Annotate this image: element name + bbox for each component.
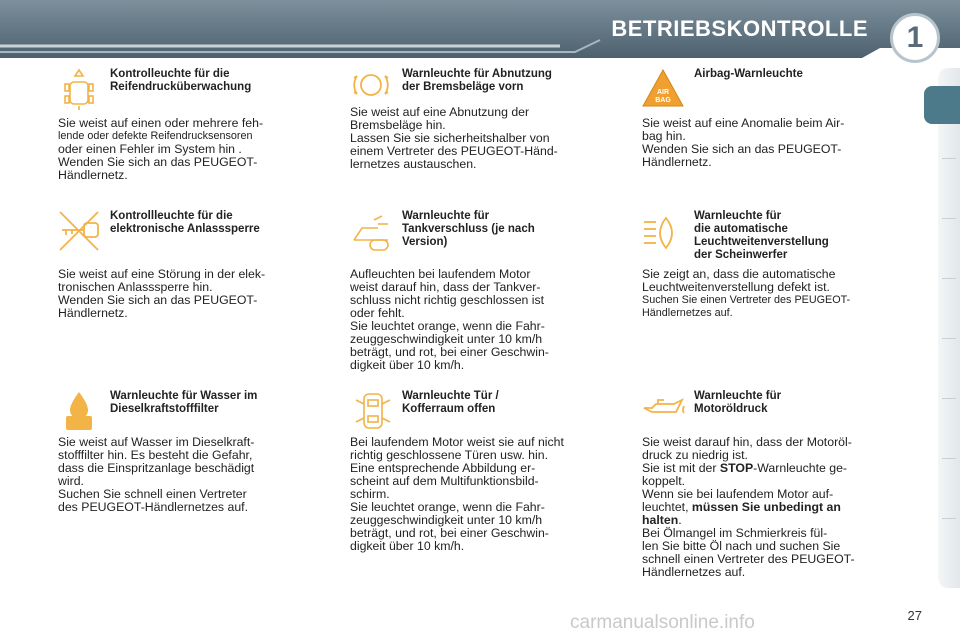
chapter-number-badge: 1: [890, 13, 940, 63]
section-body: Sie weist auf eine Anomalie beim Air- bag hin. Wenden Sie sich an das PEUGEOT- Händlernetz.: [642, 116, 845, 169]
tab-strip: [938, 68, 960, 588]
tab-divider: [942, 458, 956, 459]
tab-divider: [942, 278, 956, 279]
section-body: Aufleuchten bei laufendem Motor weist darauf hin, dass der Tankver- schluss nicht richtig geschlossen ist oder fehlt. Sie leuchtet orange, wenn die Fahr- zeuggeschwindigkeit unter 10 km/h beträgt, und rot, bei einer Geschwin- digkeit über 10 km/h.: [350, 267, 549, 372]
section-heading: Warnleuchte für die automatische Leuchtweitenverstellung der Scheinwerfer: [694, 210, 829, 261]
section-body: Sie weist auf einen oder mehrere feh- lende oder defekte Reifendrucksensoren oder einen Fehler im System hin . Wenden Sie sich an das PEUGEOT- Händlernetz.: [58, 116, 264, 182]
section-heading: Kontrolleuchte für die Reifendrucküberwachung: [110, 68, 252, 93]
svg-text:AIR: AIR: [656, 89, 670, 96]
tab-divider: [942, 218, 956, 219]
section-heading: Warnleuchte für Abnutzung der Bremsbeläge vorn: [402, 68, 552, 93]
section-heading: Airbag-Warnleuchte: [694, 68, 803, 80]
section-heading: Warnleuchte Tür / Kofferraum offen: [402, 390, 499, 415]
section-body: Sie weist auf Wasser im Dieselkraft- stofffilter hin. Es besteht die Gefahr, dass die Einspritzanlage beschädigt wird. Suchen Sie schnell einen Vertreter des PEUGEOT-Händlernetzes auf.: [58, 435, 255, 514]
tab-divider: [942, 518, 956, 519]
water-in-diesel-filter-icon: [56, 388, 102, 434]
tire-pressure-icon: [56, 66, 102, 112]
section-heading: Warnleuchte für Tankverschluss (je nach Version): [402, 210, 535, 248]
airbag-warning-icon: [640, 66, 686, 112]
section-heading: Warnleuchte für Motoröldruck: [694, 390, 782, 415]
tab-divider: [942, 158, 956, 159]
tab-divider: [942, 338, 956, 339]
chapter-tabs[interactable]: [932, 68, 960, 588]
oil-pressure-icon: [640, 384, 686, 430]
section-heading: Kontrollleuchte für die elektronische Anlasssperre: [110, 210, 260, 235]
section-heading: Warnleuchte für Wasser im Dieselkraftstofffilter: [110, 390, 258, 415]
svg-text:BAG: BAG: [655, 97, 671, 104]
tab-divider: [942, 398, 956, 399]
section-body: Sie weist auf eine Störung in der elek- tronischen Anlasssperre hin. Wenden Sie sich an das PEUGEOT- Händlernetz.: [58, 267, 266, 320]
headlamp-levelling-icon: [640, 210, 686, 256]
watermark: carmanualsonline.info: [570, 612, 755, 633]
door-open-icon: [350, 388, 396, 434]
section-body: Bei laufendem Motor weist sie auf nicht richtig geschlossene Türen usw. hin. Eine entsprechende Abbildung er- scheint auf dem Multifunktionsbild- schirm. Sie leuchtet orange, wenn die Fahr- zeuggeschwindigkeit unter 10 km/h beträgt, und rot, bei einer Geschwin- digkeit über 10 km/h.: [350, 435, 564, 553]
section-body: Sie zeigt an, dass die automatische Leuchtweitenverstellung defekt ist. Suchen Sie einen Vertreter des PEUGEOT- Händlernetzes auf.: [642, 267, 851, 319]
tab-active-chapter[interactable]: [924, 86, 960, 124]
page-title: BETRIEBSKONTROLLE: [611, 16, 868, 41]
immobiliser-key-icon: [56, 208, 102, 254]
fuel-cap-icon: [348, 210, 394, 256]
brake-pad-wear-icon: [348, 62, 394, 108]
page-number: 27: [907, 608, 922, 623]
section-body: Sie weist auf eine Abnutzung der Bremsbeläge hin. Lassen Sie sie sicherheitshalber von einem Vertreter des PEUGEOT-Händ- lernetzes austauschen.: [350, 105, 558, 171]
header-band: [0, 0, 960, 62]
section-body: Sie weist darauf hin, dass der Motoröl- druck zu niedrig ist. Sie ist mit der STOP-Warnleuchte ge- koppelt. Wenn sie bei laufendem Motor auf- leuchtet, müssen Sie unbedingt an halten. Bei Ölmangel im Schmierkreis fül- len Sie bitte Öl nach und suchen Sie schnell einen Vertreter des PEUGEOT- Händlernetzes auf.: [642, 435, 855, 579]
